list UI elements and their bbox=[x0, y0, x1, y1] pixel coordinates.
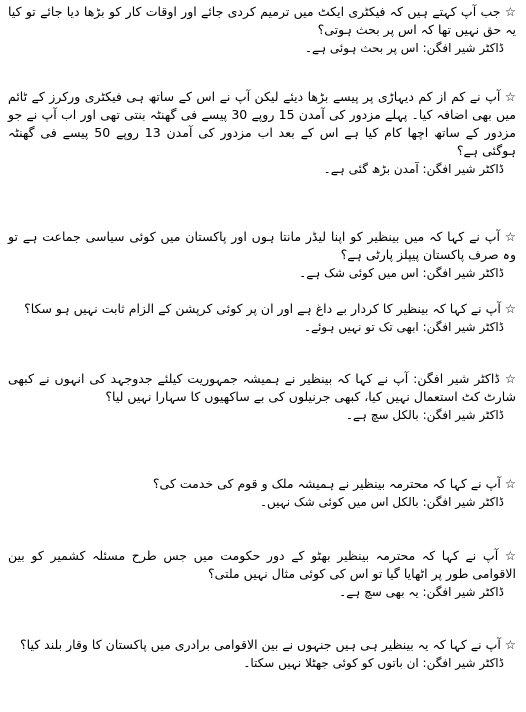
answer-text: ڈاکٹر شیر افگن: بالکل سچ ہے۔ bbox=[345, 408, 504, 422]
question-text: ☆ جب آپ کہتے ہیں کہ فیکٹری ایکٹ میں ترمیم کردی جائے اور اوقات کار کو بڑھا دیا جائے تو کیا یہ حق نہیں تھا کہ اس پر بحث ہوتی؟ bbox=[8, 4, 516, 37]
qa-block bbox=[8, 88, 516, 178]
question-text: ☆ آپ نے کہا کہ محترمہ بینظیر بھٹو کے دور حکومت میں جس طرح مسئلہ کشمیر کو بین الاقوامی طور پر اٹھایا گیا تو اس کی کوئی مثال نہیں ملتی؟ bbox=[8, 548, 516, 581]
answer-text: ڈاکٹر شیر افگن: ابھی تک تو نہیں ہوئے۔ bbox=[303, 320, 504, 334]
answer-text: ڈاکٹر شیر افگن: بالکل اس میں کوئی شک نہیں۔ bbox=[259, 495, 504, 509]
answer-text: ڈاکٹر شیر افگن: یہ بھی سچ ہے۔ bbox=[339, 585, 504, 599]
qa-block bbox=[8, 636, 516, 672]
qa-block bbox=[8, 475, 516, 511]
answer-text: ڈاکٹر شیر افگن: آمدن بڑھ گئی ہے۔ bbox=[323, 162, 504, 176]
question-text: ☆ آپ نے کہا کہ یہ بینظیر ہی ہیں جنہوں نے بین الاقوامی برادری میں پاکستان کا وقار بلند کیا؟ bbox=[20, 637, 516, 652]
answer-text: ڈاکٹر شیر افگن: اس پر بحث ہوئی ہے۔ bbox=[305, 41, 504, 55]
question-text: ☆ آپ نے کہا کہ میں بینظیر کو اپنا لیڈر مانتا ہوں اور پاکستان میں کوئی سیاسی جماعت ہے تو وہ صرف پاکستان پیپلز پارٹی ہے؟ bbox=[8, 229, 516, 262]
qa-block bbox=[8, 300, 516, 336]
qa-block bbox=[8, 3, 516, 57]
question-text: ☆ آپ نے کہا کہ بینظیر کا کردار بے داغ ہے اور ان پر کوئی کرپشن کے الزام ثابت نہیں ہو سکا؟ bbox=[24, 301, 516, 316]
question-text: ☆ آپ نے کہا کہ محترمہ بینظیر نے ہمیشہ ملک و قوم کی خدمت کی؟ bbox=[152, 476, 516, 491]
answer-text: ڈاکٹر شیر افگن: اس میں کوئی شک ہے۔ bbox=[299, 266, 504, 280]
qa-block bbox=[8, 228, 516, 282]
qa-block bbox=[8, 370, 516, 424]
question-text: ☆ آپ نے کم از کم دیہاڑی پر پیسے بڑھا دیئے لیکن آپ نے اس کے ساتھ ہی فیکٹری ورکرز کے ٹائم میں بھی اضافہ کیا۔ پہلے مزدور کی آمدن 15 روپے 30 پیسے فی گھنٹہ بنتی تھی اور اب آپ نے جو مزدور کے ساتھ اچھا کام کیا ہے اس کے بعد اب مزدور کی آمدن 13 روپے 50 پیسے فی گھنٹہ ہوگئی ہے؟ bbox=[8, 89, 517, 158]
question-text: ☆ ڈاکٹر شیر افگن: آپ نے کہا کہ بینظیر نے ہمیشہ جمہوریت کیلئے جدوجہد کی انہوں نے کبھی شارٹ کٹ استعمال نہیں کیا، کبھی جرنیلوں کی بے ساکھیوں کا سہارا نہیں لیا؟ bbox=[8, 371, 516, 404]
qa-block bbox=[8, 547, 516, 601]
answer-text: ڈاکٹر شیر افگن: ان باتوں کو کوئی جھٹلا نہیں سکتا۔ bbox=[243, 656, 504, 670]
